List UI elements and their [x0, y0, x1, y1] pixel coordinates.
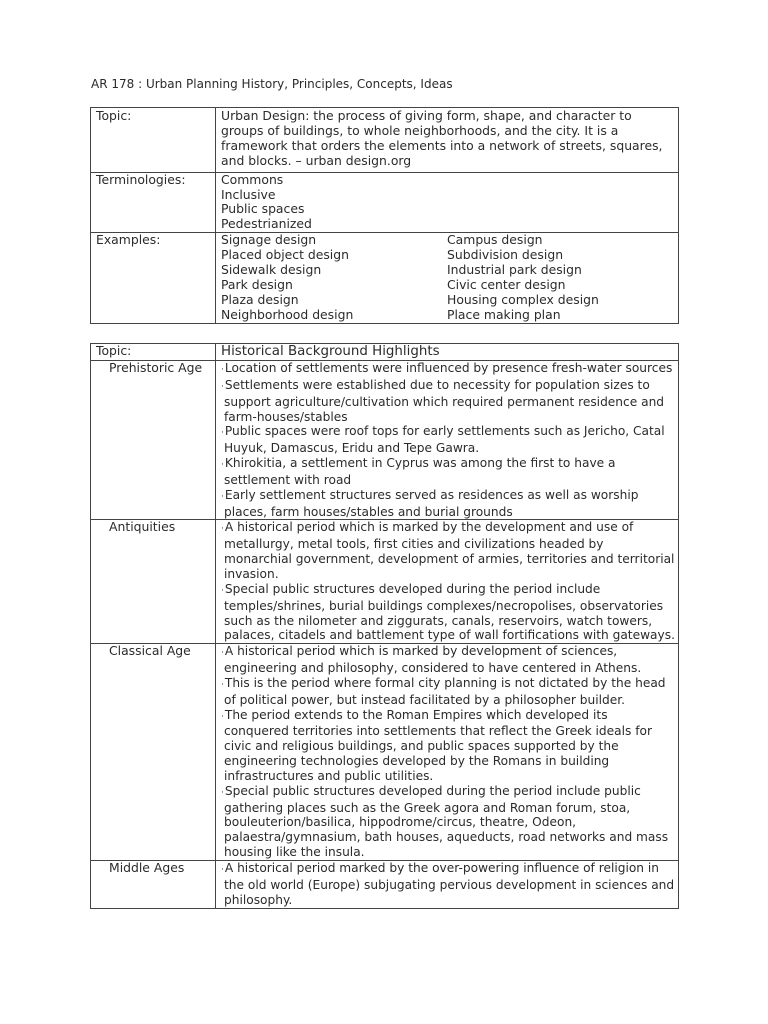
examples-right-column	[447, 233, 673, 322]
topic-label: Topic:	[91, 108, 216, 173]
list-item: Neighborhood design	[221, 306, 354, 322]
history-topic-row	[91, 344, 679, 361]
list-item: Industrial park design	[447, 262, 582, 278]
history-table	[90, 343, 679, 909]
list-item: Public spaces	[221, 201, 305, 217]
bullet-paragraph: · Khirokitia, a settlement in Cyprus was among the first to have a settlement with road	[221, 456, 675, 488]
list-item: Housing complex design	[447, 291, 599, 307]
period-content	[216, 644, 679, 861]
topic-row	[91, 108, 679, 173]
period-content	[216, 520, 679, 644]
examples-list	[216, 233, 679, 323]
period-row-antiquities	[91, 520, 679, 644]
history-topic-label: Topic:	[91, 344, 216, 361]
bullet-paragraph: · Special public structures developed during the period include public gathering places such as the Greek agora and Roman forum, stoa, bouleuterion/basilica, hippodrome/circus, theatre, Odeon, palaestra/gymnasium, bath houses, aqueducts, road networks and mass housing like the insula.	[221, 784, 675, 860]
examples-label: Examples:	[91, 233, 216, 323]
list-item: Signage design	[221, 232, 317, 248]
list-item: Pedestrianized	[221, 216, 312, 232]
period-content	[216, 861, 679, 909]
bullet-paragraph: · This is the period where formal city planning is not dictated by the head of political power, but instead facilitated by a philosopher builder.	[221, 676, 675, 708]
bullet-paragraph: · A historical period which is marked by the development and use of metallurgy, metal tools, first cities and civilizations headed by monarchial government, development of armies, territories and territorial invasion.	[221, 520, 675, 581]
bullet-paragraph: · A historical period which is marked by development of sciences, engineering and philosophy, considered to have centered in Athens.	[221, 644, 675, 676]
terminologies-label: Terminologies:	[91, 172, 216, 233]
page-title: AR 178 : Urban Planning History, Principles, Concepts, Ideas	[91, 77, 453, 91]
bullet-paragraph: · Early settlement structures served as residences as well as worship places, farm houses/stables and burial grounds	[221, 488, 675, 520]
list-item: Placed object design	[221, 247, 349, 263]
bullet-paragraph: · The period extends to the Roman Empires which developed its conquered territories into settlements that reflect the Greek ideals for civic and religious buildings, and public spaces supported by the engineering technologies developed by the Romans in building infrastructures and public utilities.	[221, 708, 675, 784]
list-item: Subdivision design	[447, 247, 564, 263]
topic-definition: Urban Design: the process of giving form, shape, and character to groups of buildings, to whole neighborhoods, and the city. It is a framework that orders the elements into a network of streets, squares, and blocks. – urban design.org	[216, 108, 679, 173]
list-item: Sidewalk design	[221, 262, 322, 278]
list-item: Campus design	[447, 232, 543, 248]
bullet-paragraph: · Location of settlements were influenced by presence fresh-water sources	[221, 361, 675, 378]
bullet-paragraph: · Public spaces were roof tops for early settlements such as Jericho, Catal Huyuk, Damascus, Eridu and Tepe Gawra.	[221, 424, 675, 456]
examples-row	[91, 233, 679, 323]
terminologies-row	[91, 172, 679, 233]
period-row-prehistoric	[91, 361, 679, 520]
history-topic-title: Historical Background Highlights	[216, 344, 679, 361]
urban-design-table	[90, 107, 679, 324]
period-label: Antiquities	[91, 520, 216, 644]
list-item: Place making plan	[447, 306, 561, 322]
terminologies-list	[216, 172, 679, 233]
list-item: Plaza design	[221, 291, 299, 307]
bullet-paragraph: · Special public structures developed during the period include temples/shrines, burial buildings complexes/necropolises, observatories such as the nilometer and ziggurats, canals, reservoirs, watch towers, palaces, citadels and battlement type of wall fortifications with gateways.	[221, 582, 675, 643]
period-label: Middle Ages	[91, 861, 216, 909]
bullet-paragraph: · Settlements were established due to necessity for population sizes to support agriculture/cultivation which required permanent residence and farm-houses/stables	[221, 378, 675, 425]
period-label: Prehistoric Age	[91, 361, 216, 520]
list-item: Park design	[221, 276, 293, 292]
period-label: Classical Age	[91, 644, 216, 861]
bullet-paragraph: · A historical period marked by the over-powering influence of religion in the old world (Europe) subjugating pervious development in sciences and philosophy.	[221, 861, 675, 908]
list-item: Commons	[221, 171, 284, 187]
period-row-middle-ages	[91, 861, 679, 909]
period-content	[216, 361, 679, 520]
examples-left-column	[221, 233, 447, 322]
list-item: Civic center design	[447, 276, 566, 292]
list-item: Inclusive	[221, 186, 276, 202]
period-row-classical	[91, 644, 679, 861]
